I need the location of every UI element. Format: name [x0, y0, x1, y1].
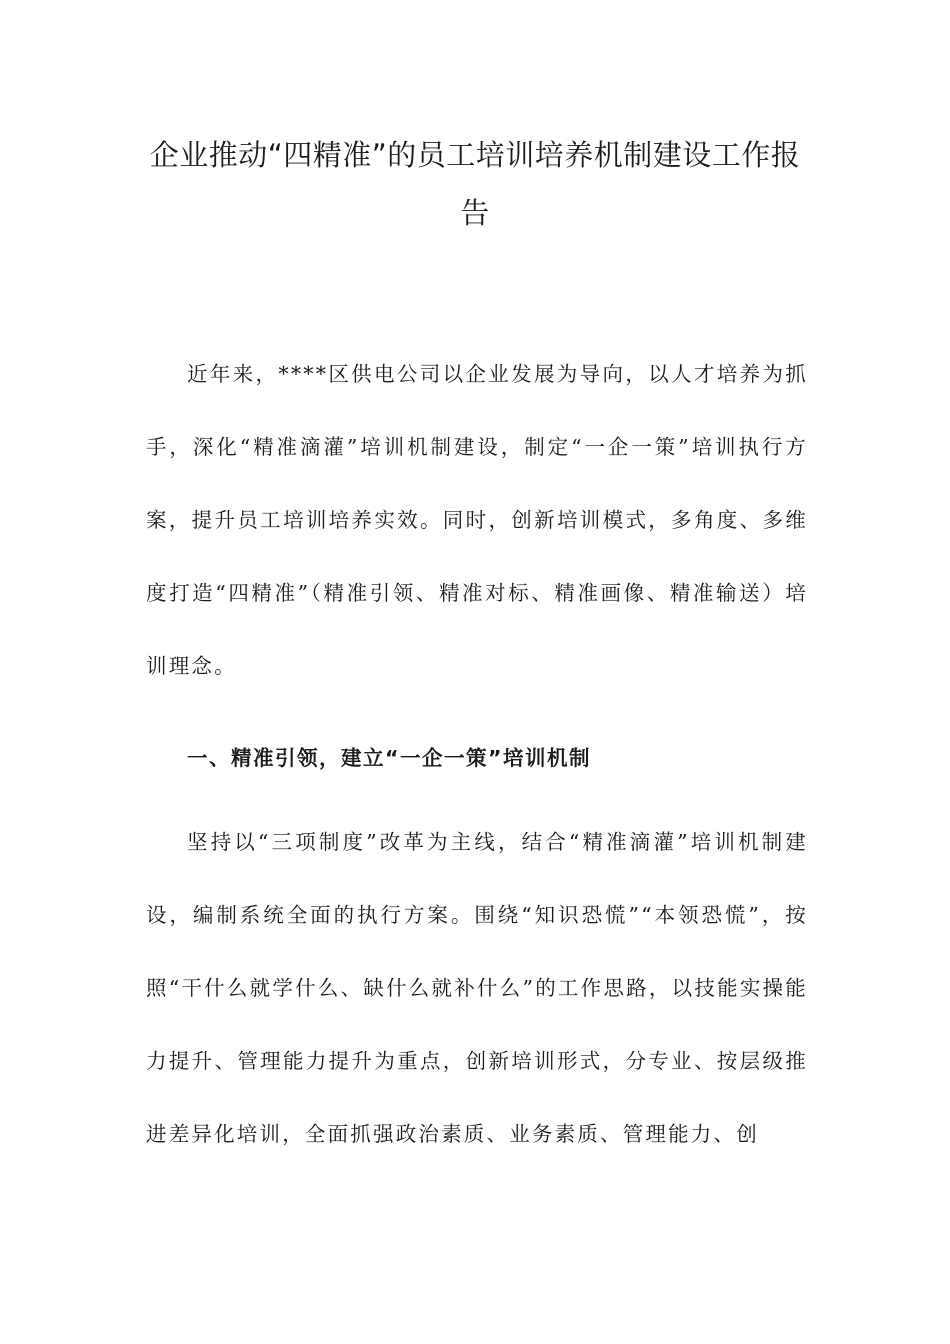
- intro-paragraph: 近年来，****区供电公司以企业发展为导向，以人才培养为抓手，深化“精准滴灌”培训机制建设，制定“一企一策”培训执行方案，提升员工培训培养实效。同时，创新培训模式，多角度、多维度打造“四精准”（精准引领、精准对标、精准画像、精准输送）培训理念。: [146, 362, 808, 678]
- section-1-paragraph: 坚持以“三项制度”改革为主线，结合“精准滴灌”培训机制建设，编制系统全面的执行方案。围绕“知识恐慌”“本领恐慌”，按照“干什么就学什么、缺什么就补什么”的工作思路，以技能实操能力提升、管理能力提升为重点，创新培训形式，分专业、按层级推进差异化培训，全面抓强政治素质、业务素质、管理能力、创: [146, 830, 808, 1146]
- section-heading-1: 一、精准引领，建立“一企一策”培训机制: [187, 746, 591, 770]
- document-title: 企业推动“四精准”的员工培训培养机制建设工作报告: [149, 138, 801, 230]
